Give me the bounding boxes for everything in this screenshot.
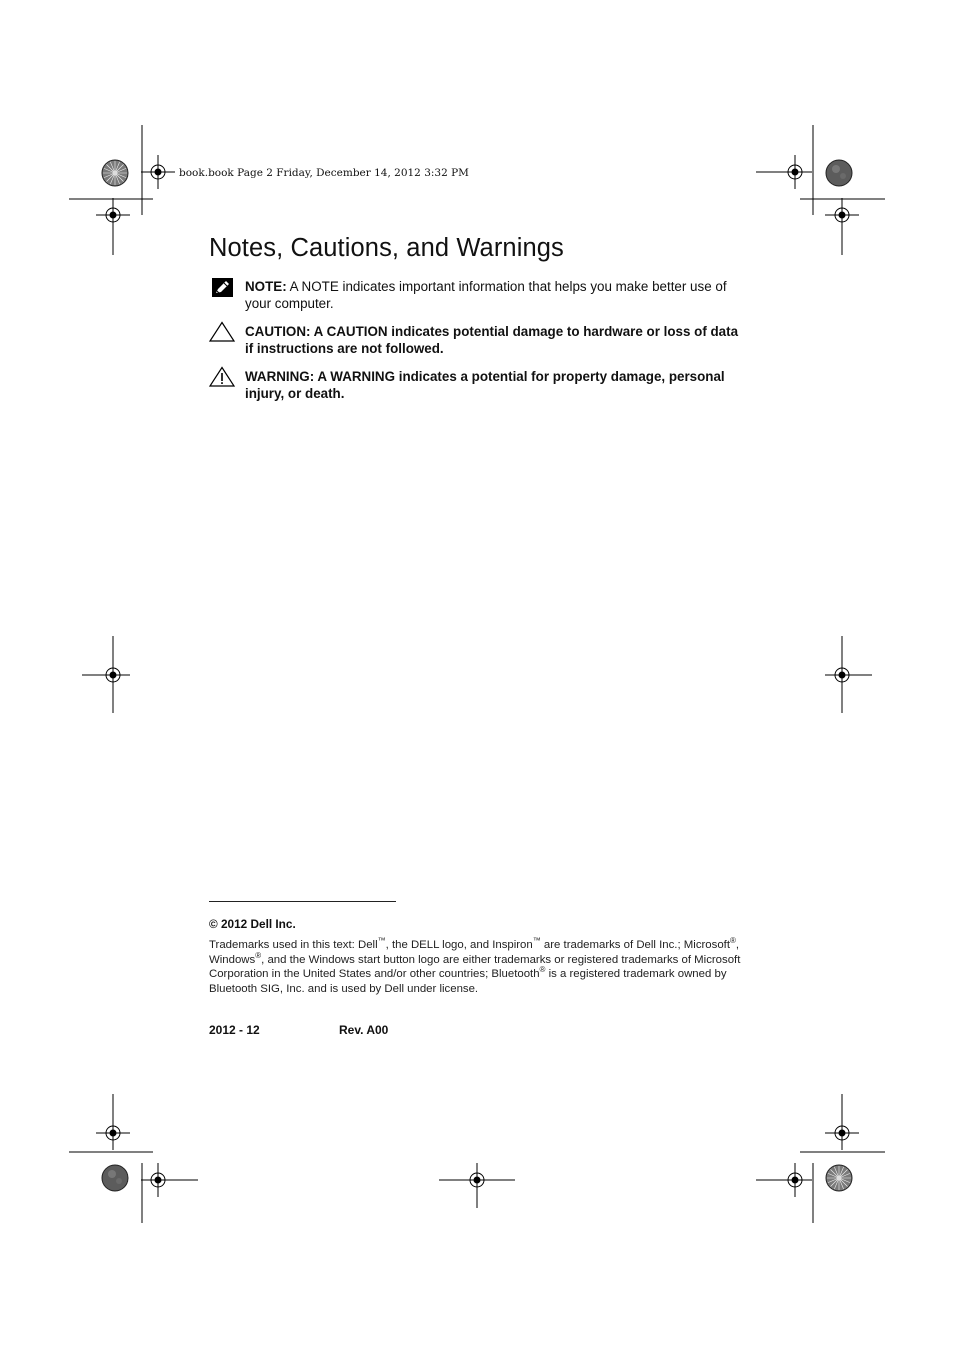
- page-title: Notes, Cautions, and Warnings: [209, 234, 564, 262]
- trademarks-text-2: , the DELL logo, and Inspiron: [385, 939, 533, 951]
- tm-mark: ™: [532, 936, 541, 946]
- trademarks-text-3: are trademarks of Dell Inc.; Microsoft: [540, 939, 731, 951]
- trademarks-text-6: is a registered trademark owned by Bluetooth SIG, Inc. and is used by Dell under license.: [209, 968, 727, 995]
- caution-triangle-icon: [208, 321, 236, 343]
- trademarks-text-4: , Windows: [209, 939, 740, 966]
- tm-mark: ™: [377, 936, 386, 946]
- registered-mark: ®: [539, 965, 546, 975]
- registered-mark: ®: [730, 936, 736, 946]
- trademarks-paragraph: [209, 938, 749, 996]
- note-pencil-icon: [212, 278, 236, 300]
- footer-revision: Rev. A00: [339, 1023, 389, 1037]
- trademarks-text-5: , and the Windows start button logo are either trademarks or registered trademarks of Microsoft Corporation in the United States and/or other countries; Bluetooth: [209, 953, 741, 980]
- registered-mark: ®: [255, 950, 262, 960]
- footer-date: 2012 - 12: [209, 1023, 260, 1037]
- footnote-rule: [209, 901, 396, 902]
- warning-triangle-icon: [208, 366, 236, 388]
- caution-text: CAUTION: A CAUTION indicates potential damage to hardware or loss of data if instructions are not followed.: [245, 324, 739, 356]
- trademarks-text-1: Trademarks used in this text: Dell: [209, 939, 378, 951]
- warning-text: WARNING: A WARNING indicates a potential for property damage, personal injury, or death.: [245, 369, 725, 401]
- note-label: NOTE:: [245, 279, 287, 294]
- note-text: [245, 278, 745, 312]
- copyright: © 2012 Dell Inc.: [209, 917, 296, 931]
- note-body: A NOTE indicates important information that helps you make better use of your computer.: [245, 279, 727, 311]
- slug-line: book.book Page 2 Friday, December 14, 2012 3:32 PM: [179, 167, 469, 179]
